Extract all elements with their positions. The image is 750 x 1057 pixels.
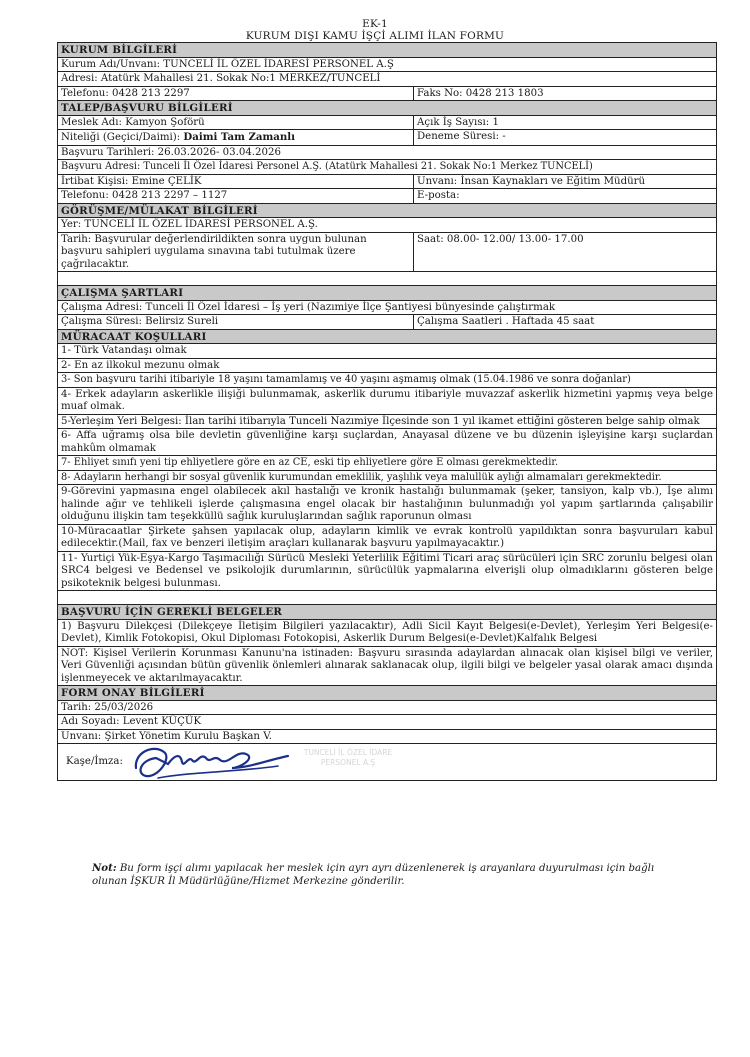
- signature-image: [128, 738, 308, 784]
- kosul-row: [58, 552, 716, 592]
- section-muracaat: MÜRACAAT KOŞULLARI: [58, 330, 716, 345]
- kosul-row: [58, 485, 716, 525]
- stamp-line-2: PERSONEL A.Ş: [320, 758, 376, 767]
- kosul-2: 2- En az ilkokul mezunu olmak: [61, 359, 220, 371]
- gorusme-tarih-row: [58, 233, 716, 273]
- form-title: KURUM DIŞI KAMU İŞÇİ ALIMI İLAN FORMU: [245, 30, 505, 42]
- irtibat-row: [58, 175, 716, 190]
- basvuru-tarihleri-row: [58, 146, 716, 161]
- blank-row: [58, 272, 716, 286]
- kosul-7: 7- Ehliyet sınıfı yeni tip ehliyetlere göre en az CE, eski tip ehliyetlere göre E olması gerekmektedir.: [61, 457, 559, 468]
- nitelik-value: Daimi Tam Zamanlı: [183, 131, 296, 143]
- footer-note: [92, 862, 692, 888]
- ilan-form: [57, 42, 717, 781]
- onay-adi-row: [58, 715, 716, 730]
- gerekli-belgeler: 1) Başvuru Dilekçesi (Dilekçeye İletişim Bilgileri yazılacaktır), Adli Sicil Kayıt Belgesi(e-Devlet), Yerleşim Yeri Belgesi(e-Devlet), Kimlik Fotokopisi, Okul Diploması Fotokopisi, Askerlik Durum Belgesi(e-Devlet)Kalfalık Belgesi: [61, 620, 713, 644]
- kosul-row: [58, 429, 716, 456]
- stamp-line-1: TUNCELİ İL ÖZEL İDARE: [303, 748, 393, 757]
- gorusme-yer: Yer: TUNCELİ İL ÖZEL İDARESİ PERSONEL A.Ş.: [61, 219, 318, 230]
- calisma-adresi: Çalışma Adresi: Tunceli İl Özel İdaresi – İş yeri (Nazımiye İlçe Şantiyesi bünyesinde çalıştırmak: [61, 301, 556, 313]
- section-gorusme: GÖRÜŞME/MÜLAKAT BİLGİLERİ: [58, 204, 716, 219]
- kurum-adi-row: [58, 58, 716, 73]
- blank-row: [58, 591, 716, 605]
- footer-note-text: Bu form işçi alımı yapılacak her meslek için ayrı ayrı düzenlenerek iş arayanlara duyurulması için bağlı olunan İŞKUR İl Müdürlüğüne/Hizmet Merkezine gönderilir.: [92, 863, 655, 887]
- kosul-row: [58, 373, 716, 388]
- section-talep: TALEP/BAŞVURU BİLGİLERİ: [58, 101, 716, 116]
- kosul-row: [58, 471, 716, 486]
- onay-unvan: Unvanı: Şirket Yönetim Kurulu Başkan V.: [61, 730, 273, 742]
- kurum-faks: Faks No: 0428 213 1803: [417, 87, 544, 99]
- kosul-row: [58, 415, 716, 430]
- onay-adi-soyadi: Adı Soyadı: Levent KÜÇÜK: [61, 716, 202, 727]
- section-belgeler: BAŞVURU İÇİN GEREKLİ BELGELER: [58, 605, 716, 620]
- section-onay: FORM ONAY BİLGİLERİ: [58, 686, 716, 701]
- onay-tarih-row: [58, 701, 716, 716]
- kurum-telefon: Telefonu: 0428 213 2297: [58, 87, 414, 101]
- meslek-row: [58, 116, 716, 131]
- kosul-9: 9-Görevini yapmasına engel olabilecek akıl hastalığı ve kronik hastalığı bulunmamak (şeker, tansiyon, kalp vb.), İşe alımı halinde ağır ve tehlikeli işlerde çalışmasına engel olacak bir hastalığının bulunmadığı yol yapım şartlarında çalışabilir olduğunu ilişkin tam teşekküllü sağlık kuruluşlarından sağlık raporunun olması: [61, 486, 713, 522]
- kosul-11: 11- Yurtiçi Yük-Eşya-Kargo Taşımacılığı Sürücü Mesleki Yeterlilik Eğitimi Ticari araç sürücüleri için SRC zorunlu belgesi olan SRC4 belgesi ve Bedensel ve psikolojik durumlarının, sürücülük yapmalarına elverişli olup olmadıklarını gösteren belge psikoteknik belgesi bulunması.: [61, 552, 713, 589]
- kvkk-not: NOT: Kişisel Verilerin Korunması Kanunu'na istinaden: Başvuru sırasında adaylardan alınacak olan kişisel bilgi ve veriler, Veri Güvenliği açısından bütün güvenlik önlemleri alınarak saklanacak olup, ilgili bilgi ve belgeler yasal olarak amacı dışında işlenmeyecek ve aktarılmayacaktır.: [61, 647, 713, 684]
- talep-eposta: E-posta:: [417, 190, 460, 201]
- kosul-3: 3- Son başvuru tarihi itibariyle 18 yaşını tamamlamış ve 40 yaşını aşmamış olmak (15.04.1986 ve sonra doğanlar): [61, 374, 631, 385]
- talep-telefon: Telefonu: 0428 213 2297 – 1127: [58, 189, 414, 203]
- gorusme-yer-row: [58, 218, 716, 233]
- stamp-image: [288, 748, 408, 768]
- section-kurum: KURUM BİLGİLERİ: [58, 43, 716, 58]
- talep-iletisim-row: [58, 189, 716, 204]
- kosul-row: [58, 525, 716, 552]
- kosul-row: [58, 344, 716, 359]
- kase-imza-label: Kaşe/İmza:: [66, 756, 123, 767]
- kosul-row: [58, 359, 716, 374]
- nitelik: [58, 130, 414, 145]
- nitelik-label: Niteliği (Geçici/Daimi):: [61, 132, 184, 143]
- basvuru-adresi: Başvuru Adresi: Tunceli İl Özel İdaresi Personel A.Ş. (Atatürk Mahallesi 21. Sokak No:1 Merkez TUNCELİ): [61, 161, 593, 172]
- calisma-adresi-row: [58, 301, 716, 316]
- form-code: EK-1: [362, 18, 388, 30]
- kosul-row: [58, 456, 716, 471]
- kosul-4: 4- Erkek adayların askerlikle ilişiği bulunmamak, askerlik durumu itibariyle muvazzaf askerlik hizmetini yapmış veya belge muaf olmak.: [61, 388, 713, 412]
- kase-imza-row: [58, 744, 716, 780]
- kosul-8: 8- Adayların herhangi bir sosyal güvenlik kurumundan emeklilik, yaşlılık veya malullük aylığı almamaları gerekmektedir.: [61, 471, 662, 483]
- gorusme-saat: Saat: 08.00- 12.00/ 13.00- 17.00: [417, 233, 584, 245]
- kurum-adi: Kurum Adı/Unvanı: TUNCELİ İL ÖZEL İDARESİ PERSONEL A.Ş: [61, 58, 394, 70]
- onay-tarih: Tarih: 25/03/2026: [61, 701, 154, 713]
- kosul-row: [58, 388, 716, 415]
- calisma-suresi: Çalışma Süresi: Belirsiz Sureli: [58, 315, 414, 329]
- meslek-adi: Meslek Adı: Kamyon Şoförü: [58, 116, 414, 130]
- deneme-suresi: Deneme Süresi: -: [417, 131, 506, 142]
- kvkk-not-row: [58, 647, 716, 687]
- irtibat-kisisi: İrtibat Kişisi: Emine ÇELİK: [58, 175, 414, 189]
- kosul-1: 1- Türk Vatandaşı olmak: [61, 345, 187, 356]
- gorusme-tarih: Tarih: Başvurular değerlendirildikten sonra uygun bulunan başvuru sahipleri uygulama sınavına tabi tutulmak üzere çağrılacaktır.: [58, 233, 414, 272]
- nitelik-row: [58, 130, 716, 146]
- irtibat-unvani: Unvanı: İnsan Kaynakları ve Eğitim Müdürü: [417, 175, 646, 187]
- calisma-saatleri: Çalışma Saatleri . Haftada 45 saat: [417, 316, 595, 327]
- kurum-adres: Adresi: Atatürk Mahallesi 21. Sokak No:1 MERKEZ/TUNCELİ: [61, 73, 381, 84]
- acik-is-sayisi: Açık İş Sayısı: 1: [417, 116, 499, 128]
- basvuru-adresi-row: [58, 160, 716, 175]
- kurum-adres-row: [58, 72, 716, 87]
- kosul-10: 10-Müracaatlar Şirkete şahsen yapılacak olup, adayların kimlik ve evrak kontrolü yapıldıktan sonra başvuruları kabul edilecektir.(Mail, fax ve benzeri iletişim araçları kullanarak başvuru yapılmayacaktır.): [61, 525, 713, 549]
- footer-note-label: Not:: [92, 862, 117, 874]
- kosul-5: 5-Yerleşim Yeri Belgesi: İlan tarihi itibarıyla Tunceli Nazımiye İlçesinde son 1 yıl ikamet ettiğini gösteren belge sahip olmak: [61, 415, 700, 427]
- basvuru-tarihleri: Başvuru Tarihleri: 26.03.2026- 03.04.2026: [61, 146, 281, 158]
- belgeler-list-row: [58, 620, 716, 647]
- calisma-sure-row: [58, 315, 716, 330]
- section-calisma: ÇALIŞMA ŞARTLARI: [58, 286, 716, 301]
- kosul-6: 6- Affa uğramış olsa bile devletin güvenliğine karşı suçlardan, Anayasal düzene ve bu düzenin işleyişine karşı suçlardan mahkûm olmamak: [61, 430, 713, 454]
- kurum-iletisim-row: [58, 87, 716, 102]
